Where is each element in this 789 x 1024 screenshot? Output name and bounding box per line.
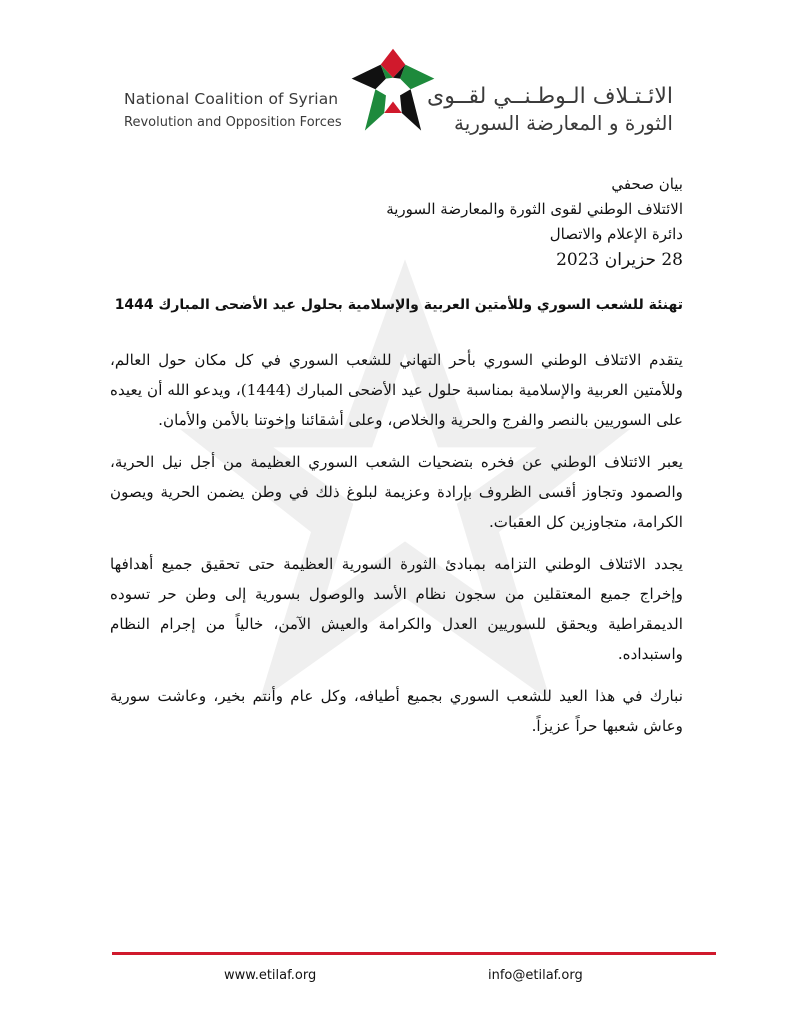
footer-website-link[interactable]: www.etilaf.org xyxy=(224,968,317,983)
statement-body xyxy=(110,345,683,753)
doc-type: بيان صحفي xyxy=(611,175,683,193)
footer-divider xyxy=(112,952,716,955)
org-name-en-line2: Revolution and Opposition Forces xyxy=(124,115,342,130)
org-name-ar-line2: الثورة و المعارضة السورية xyxy=(454,111,673,135)
org-name-ar-line1: الائـتـلاف الـوطـنــي لقــوى xyxy=(427,84,673,109)
statement-title: تهنئة للشعب السوري وللأمتين العربية والإسلامية بحلول عيد الأضحى المبارك 1444 xyxy=(114,297,683,313)
paragraph-4: نبارك في هذا العيد للشعب السوري بجميع أطيافه، وكل عام وأنتم بخير، وعاشت سورية وعاش شعبها حراً عزيزاً. xyxy=(110,687,683,735)
paragraph-2: يعبر الائتلاف الوطني عن فخره بتضحيات الشعب السوري العظيمة من أجل نيل الحرية، والصمود وتجاوز أقسى الظروف بإرادة وعزيمة لبلوغ ذلك في وطن يضمن الحرية ويصون الكرامة، متجاوزين كل العقبات. xyxy=(110,453,683,531)
coalition-star-logo xyxy=(348,47,438,135)
org-name-en-line1: National Coalition of Syrian xyxy=(124,90,339,108)
department: دائرة الإعلام والاتصال xyxy=(549,225,683,243)
press-release-meta xyxy=(386,172,683,274)
footer-email-link[interactable]: info@etilaf.org xyxy=(488,968,583,983)
paragraph-1: يتقدم الائتلاف الوطني السوري بأحر التهاني للشعب السوري في كل مكان حول العالم، وللأمتين العربية والإسلامية بمناسبة حلول عيد الأضحى المبارك (1444)، ويدعو الله أن يعيده على السوريين بالنصر والفرج والحرية والخلاص، وعلى أشقائنا وإخوتنا بالأمن والأمان. xyxy=(110,351,683,429)
header-org-name-ar xyxy=(427,84,673,135)
header-org-name-en xyxy=(124,90,342,130)
paragraph-3: يجدد الائتلاف الوطني التزامه بمبادئ الثورة السورية العظيمة حتى تحقيق جميع أهدافها وإخراج جميع المعتقلين من سجون نظام الأسد والوصول بسورية إلى وطن حر تسوده الديمقراطية ويحقق للسوريين العدل والكرامة والعيش الآمن، خالياً من إجرام النظام واستبداده. xyxy=(110,555,683,663)
release-date: 28 حزيران 2023 xyxy=(556,250,683,270)
issuer: الائتلاف الوطني لقوى الثورة والمعارضة السورية xyxy=(386,200,683,218)
